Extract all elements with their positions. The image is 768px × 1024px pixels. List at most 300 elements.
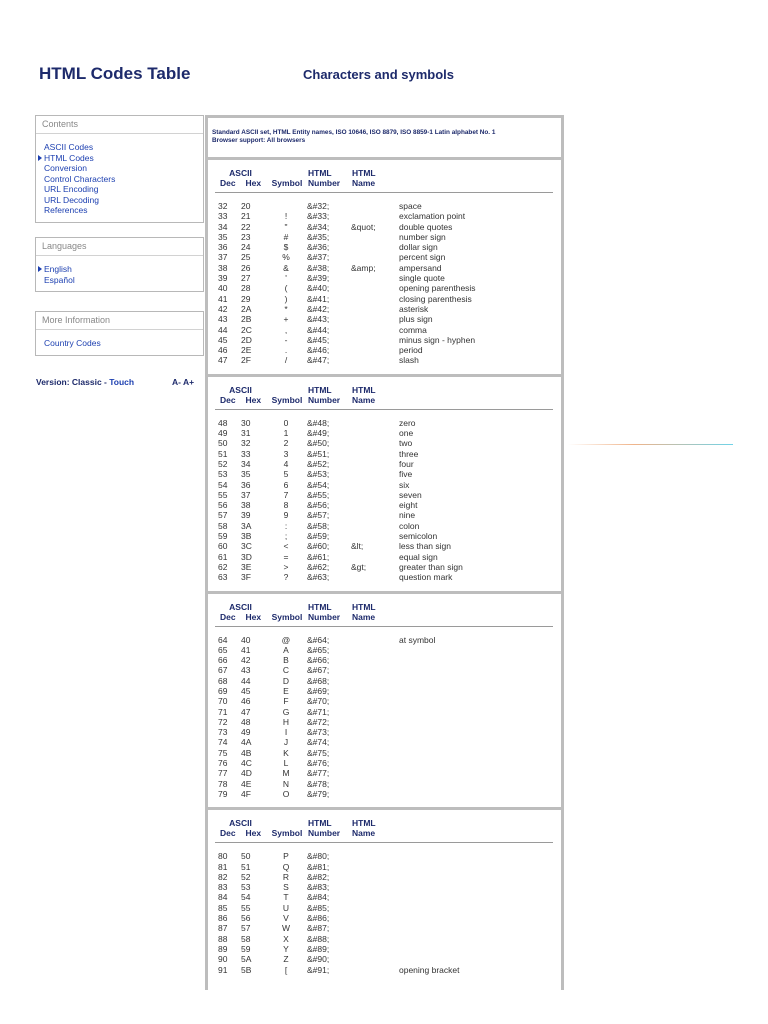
- hex-cell: 34: [241, 458, 251, 469]
- nav-link[interactable]: Conversion: [44, 163, 87, 173]
- intro-browser-support: Browser support: All browsers: [212, 137, 306, 144]
- hex-cell: 50: [241, 851, 251, 862]
- hex-cell: 2A: [241, 303, 252, 314]
- dec-cell: 80: [218, 851, 228, 862]
- hex-cell: 58: [241, 933, 251, 944]
- description-cell: [399, 655, 549, 665]
- html-name-cell: [351, 314, 399, 324]
- hex-cell: 5A: [241, 954, 252, 965]
- hex-cell: 2D: [241, 334, 252, 345]
- html-number-cell: &#89;: [307, 943, 330, 954]
- html-name-cell: [351, 655, 399, 665]
- symbol-cell: F: [283, 696, 289, 707]
- nav-link[interactable]: ASCII Codes: [44, 142, 94, 152]
- dec-cell: 84: [218, 892, 228, 903]
- symbol-cell: M: [282, 768, 290, 779]
- symbol-cell: %: [282, 252, 290, 263]
- font-larger-button[interactable]: A+: [183, 377, 195, 387]
- hex-cell: 41: [241, 644, 251, 655]
- dec-cell: 45: [218, 334, 228, 345]
- description-cell: [399, 768, 549, 778]
- html-name-cell: &quot;: [351, 221, 376, 232]
- dec-cell: 47: [218, 355, 228, 366]
- description-cell: [399, 944, 549, 954]
- ascii-subheaders: [215, 828, 266, 838]
- hex-cell: 42: [241, 655, 251, 666]
- dec-cell: 90: [218, 954, 228, 965]
- dec-cell: 43: [218, 314, 228, 325]
- description-cell: comma: [399, 324, 427, 335]
- html-name-cell: [351, 923, 399, 933]
- html-number-cell: &#84;: [307, 892, 330, 903]
- symbol-cell: ": [284, 221, 288, 232]
- decorative-line: [568, 444, 733, 445]
- description-cell: [399, 789, 549, 799]
- description-cell: four: [399, 458, 414, 469]
- table-row: [218, 696, 561, 706]
- description-cell: [399, 913, 549, 923]
- table-row: [218, 304, 561, 314]
- ascii-label: ASCII: [229, 601, 252, 612]
- dec-cell: 56: [218, 500, 228, 511]
- html-number-cell: &#50;: [307, 438, 330, 449]
- table-row: [218, 345, 561, 355]
- html-number-header-line1: HTML: [308, 384, 332, 395]
- hex-cell: 51: [241, 861, 251, 872]
- symbol-cell: G: [282, 706, 290, 717]
- dec-cell: 36: [218, 242, 228, 253]
- contents-heading: Contents: [36, 116, 203, 134]
- html-name-cell: [351, 779, 399, 789]
- dec-cell: 35: [218, 231, 228, 242]
- symbol-cell: L: [283, 758, 289, 769]
- hex-cell: 55: [241, 902, 251, 913]
- table-row: [218, 428, 561, 438]
- ascii-label: ASCII: [229, 168, 252, 178]
- html-number-cell: &#33;: [307, 211, 330, 222]
- dec-header: Dec: [219, 828, 236, 839]
- html-number-cell: &#35;: [307, 231, 330, 242]
- dec-cell: 37: [218, 252, 228, 263]
- html-number-cell: &#53;: [307, 469, 330, 480]
- html-name-cell: [351, 665, 399, 675]
- description-cell: period: [399, 345, 423, 356]
- dec-cell: 77: [218, 768, 228, 779]
- nav-link[interactable]: URL Decoding: [44, 194, 99, 205]
- hex-cell: 21: [241, 211, 251, 222]
- table-row: [218, 490, 561, 500]
- html-name-header-line1: HTML: [352, 818, 376, 829]
- hex-cell: 44: [241, 675, 251, 686]
- hex-cell: 48: [241, 716, 251, 727]
- html-number-cell: &#49;: [307, 428, 330, 439]
- html-name-cell: &gt;: [351, 561, 367, 572]
- description-cell: [399, 862, 549, 872]
- html-name-cell: [351, 252, 399, 262]
- html-name-cell: [351, 892, 399, 902]
- hex-cell: 20: [241, 201, 251, 211]
- table-row: [218, 521, 561, 531]
- intro-standards: Standard ASCII set, HTML Entity names, ISO 10646, ISO 8879, ISO 8859-1 Latin alphabet No. 1: [212, 129, 496, 136]
- symbol-cell: N: [282, 778, 290, 789]
- html-name-cell: [351, 345, 399, 355]
- hex-header: Hex: [245, 828, 262, 839]
- description-cell: space: [399, 201, 422, 211]
- hex-cell: 46: [241, 696, 251, 707]
- symbol-cell: A: [283, 644, 289, 655]
- html-name-cell: [351, 438, 399, 448]
- hex-cell: 28: [241, 283, 251, 294]
- dec-cell: 40: [218, 283, 228, 294]
- hex-cell: 24: [241, 242, 251, 253]
- html-number-header: [308, 602, 352, 622]
- dec-cell: 85: [218, 902, 228, 913]
- hex-cell: 3A: [241, 520, 252, 531]
- html-name-cell: [351, 242, 399, 252]
- table-row: [218, 572, 561, 582]
- hex-cell: 39: [241, 510, 251, 521]
- symbol-header: Symbol: [271, 394, 303, 405]
- symbol-cell: 1: [283, 428, 289, 439]
- html-number-header: [308, 385, 352, 405]
- symbol-cell: U: [282, 902, 290, 913]
- language-link[interactable]: English: [36, 264, 203, 275]
- html-name-cell: [351, 862, 399, 872]
- nav-link[interactable]: URL Encoding: [44, 184, 99, 194]
- dec-cell: 33: [218, 211, 228, 222]
- html-number-cell: &#65;: [307, 644, 330, 655]
- html-number-cell: &#62;: [307, 561, 330, 572]
- hex-cell: 4F: [241, 788, 251, 799]
- table-row: [218, 635, 561, 645]
- hex-header: Hex: [245, 394, 262, 405]
- table-row: [218, 325, 561, 335]
- html-name-header: [352, 602, 397, 622]
- hex-cell: 45: [241, 685, 251, 696]
- html-name-cell: [351, 572, 399, 582]
- more-info-links: [36, 330, 203, 355]
- symbol-cell: 7: [283, 489, 289, 500]
- table-row: [218, 965, 561, 975]
- html-number-cell: &#34;: [307, 221, 330, 232]
- description-cell: at symbol: [399, 634, 436, 645]
- html-name-header-line2: Name: [352, 394, 376, 405]
- description-cell: ampersand: [399, 262, 442, 273]
- html-number-cell: &#60;: [307, 541, 330, 552]
- dec-cell: 51: [218, 448, 228, 459]
- hex-cell: 49: [241, 727, 251, 738]
- html-number-cell: &#79;: [307, 788, 330, 799]
- html-number-cell: &#45;: [307, 334, 330, 345]
- html-name-cell: [351, 500, 399, 510]
- table-row: [218, 438, 561, 448]
- page-subtitle: Characters and symbols: [303, 67, 455, 82]
- html-number-cell: &#32;: [307, 201, 330, 211]
- dec-cell: 65: [218, 644, 228, 655]
- html-number-cell: &#73;: [307, 727, 330, 738]
- html-name-cell: [351, 335, 399, 345]
- html-number-cell: &#90;: [307, 954, 330, 965]
- symbol-cell: &: [283, 262, 289, 273]
- symbol-cell: +: [283, 314, 289, 325]
- font-smaller-button[interactable]: A-: [172, 377, 181, 387]
- more-info-link[interactable]: Country Codes: [44, 338, 101, 348]
- description-cell: nine: [399, 510, 416, 521]
- hex-cell: 56: [241, 913, 251, 924]
- description-cell: [399, 934, 549, 944]
- symbol-cell: >: [283, 561, 289, 572]
- description-cell: opening bracket: [399, 964, 460, 975]
- description-cell: dollar sign: [399, 242, 438, 253]
- dec-cell: 38: [218, 262, 228, 273]
- html-number-cell: &#82;: [307, 871, 330, 882]
- hex-cell: 4A: [241, 737, 252, 748]
- html-number-cell: &#64;: [307, 634, 330, 645]
- html-name-cell: &amp;: [351, 262, 376, 273]
- html-name-cell: [351, 954, 399, 964]
- symbol-cell: [265, 201, 307, 211]
- symbol-cell: *: [284, 303, 288, 314]
- table-header: [215, 818, 553, 843]
- symbol-cell: /: [284, 355, 288, 366]
- html-number-header-line2: Number: [308, 394, 341, 405]
- dec-cell: 63: [218, 572, 228, 583]
- description-cell: slash: [399, 355, 419, 366]
- dec-cell: 73: [218, 727, 228, 738]
- table-row: [218, 882, 561, 892]
- html-number-cell: &#66;: [307, 655, 330, 666]
- table-row: [218, 954, 561, 964]
- hex-cell: 4C: [241, 758, 252, 769]
- language-link[interactable]: Español: [44, 274, 75, 285]
- html-number-cell: &#36;: [307, 242, 330, 253]
- nav-link[interactable]: Control Characters: [44, 173, 116, 184]
- html-name-cell: [351, 531, 399, 541]
- html-number-cell: &#47;: [307, 355, 330, 366]
- html-name-cell: [351, 717, 399, 727]
- more-info-box: [35, 311, 204, 356]
- table-row: [218, 418, 561, 428]
- hex-cell: 2C: [241, 324, 252, 335]
- hex-cell: 4E: [241, 778, 252, 789]
- ascii-header: [215, 168, 266, 188]
- html-number-cell: &#51;: [307, 448, 330, 459]
- table-row: [218, 335, 561, 345]
- dec-cell: 64: [218, 634, 228, 645]
- hex-cell: 37: [241, 489, 251, 500]
- dec-cell: 83: [218, 882, 228, 893]
- dec-cell: 61: [218, 551, 228, 562]
- table-row: [218, 263, 561, 273]
- hex-cell: 38: [241, 500, 251, 511]
- symbol-cell: @: [281, 634, 291, 645]
- html-number-header-line2: Number: [308, 828, 341, 839]
- dec-cell: 75: [218, 747, 228, 758]
- hex-cell: 43: [241, 665, 251, 676]
- hex-cell: 53: [241, 882, 251, 893]
- nav-link[interactable]: HTML Codes: [36, 153, 203, 164]
- symbol-cell: =: [283, 551, 289, 562]
- html-number-cell: &#91;: [307, 964, 330, 975]
- html-name-cell: [351, 355, 399, 365]
- html-number-cell: &#59;: [307, 531, 330, 542]
- table-sections: [208, 160, 561, 983]
- html-number-header-line2: Number: [308, 178, 341, 188]
- table-row: [218, 201, 561, 211]
- symbol-cell: P: [283, 851, 289, 862]
- hex-cell: 3B: [241, 531, 252, 542]
- table-header: [215, 602, 553, 627]
- table-row: [218, 211, 561, 221]
- html-number-cell: &#40;: [307, 283, 330, 294]
- hex-cell: 52: [241, 871, 251, 882]
- html-name-cell: [351, 521, 399, 531]
- html-name-cell: [351, 789, 399, 799]
- description-cell: single quote: [399, 273, 445, 284]
- html-number-cell: &#70;: [307, 696, 330, 707]
- table-row: [218, 232, 561, 242]
- version-classic-link[interactable]: Version: Classic: [36, 377, 102, 387]
- html-number-cell: &#54;: [307, 479, 330, 490]
- table-row: [218, 923, 561, 933]
- hex-cell: 36: [241, 479, 251, 490]
- html-name-cell: [351, 934, 399, 944]
- languages-box: [35, 237, 204, 292]
- html-name-cell: [351, 459, 399, 469]
- dec-cell: 39: [218, 273, 228, 284]
- html-number-cell: &#74;: [307, 737, 330, 748]
- dec-cell: 91: [218, 964, 228, 975]
- description-cell: eight: [399, 500, 418, 511]
- html-number-cell: &#87;: [307, 923, 330, 934]
- symbol-cell: Y: [283, 943, 289, 954]
- description-cell: three: [399, 448, 419, 459]
- description-cell: semicolon: [399, 531, 438, 542]
- table-row: [218, 645, 561, 655]
- html-name-cell: [351, 707, 399, 717]
- hex-cell: 3C: [241, 541, 252, 552]
- html-name-cell: [351, 201, 399, 211]
- ascii-subheaders: [215, 178, 266, 188]
- html-name-cell: [351, 882, 399, 892]
- table-row: [218, 707, 561, 717]
- dec-cell: 74: [218, 737, 228, 748]
- html-number-header: [308, 168, 352, 188]
- table-row: [218, 242, 561, 252]
- symbol-cell: B: [283, 655, 289, 666]
- dec-cell: 87: [218, 923, 228, 934]
- html-name-cell: [351, 645, 399, 655]
- symbol-cell: 8: [283, 500, 289, 511]
- html-name-header-line1: HTML: [352, 601, 376, 612]
- dec-cell: 67: [218, 665, 228, 676]
- html-number-cell: &#37;: [307, 252, 330, 263]
- table-intro: [208, 118, 561, 160]
- dec-cell: 71: [218, 706, 228, 717]
- html-name-header-line1: HTML: [352, 384, 376, 395]
- html-name-cell: [351, 635, 399, 645]
- symbol-cell: O: [282, 788, 290, 799]
- description-cell: [399, 903, 549, 913]
- table-row: [218, 748, 561, 758]
- html-name-cell: [351, 480, 399, 490]
- table-row: [218, 655, 561, 665]
- html-number-cell: &#52;: [307, 458, 330, 469]
- symbol-cell: ?: [283, 572, 289, 583]
- hex-cell: 22: [241, 221, 251, 232]
- html-name-cell: [351, 283, 399, 293]
- table-row: [218, 779, 561, 789]
- table-row: [218, 541, 561, 551]
- table-row: [218, 562, 561, 572]
- html-name-cell: [351, 696, 399, 706]
- description-cell: [399, 727, 549, 737]
- html-name-cell: [351, 510, 399, 520]
- symbol-cell: [: [284, 964, 288, 975]
- symbol-cell: S: [283, 882, 289, 893]
- hex-cell: 2E: [241, 345, 252, 356]
- symbol-cell: ,: [284, 324, 288, 335]
- hex-cell: 27: [241, 273, 251, 284]
- table-row: [218, 459, 561, 469]
- html-number-cell: &#56;: [307, 500, 330, 511]
- table-row: [218, 665, 561, 675]
- dec-cell: 88: [218, 933, 228, 944]
- description-cell: minus sign - hyphen: [399, 334, 476, 345]
- description-cell: greater than sign: [399, 561, 463, 572]
- html-number-cell: &#42;: [307, 303, 330, 314]
- ascii-header: [215, 818, 266, 838]
- table-row: [218, 872, 561, 882]
- nav-link[interactable]: References: [44, 205, 88, 215]
- hex-cell: 33: [241, 448, 251, 459]
- table-row: [218, 862, 561, 872]
- description-cell: [399, 696, 549, 706]
- hex-cell: 5B: [241, 964, 252, 975]
- description-cell: question mark: [399, 572, 453, 583]
- languages-heading: Languages: [36, 238, 203, 256]
- description-cell: number sign: [399, 231, 446, 242]
- symbol-cell: ': [285, 273, 287, 284]
- description-cell: [399, 923, 549, 933]
- description-cell: less than sign: [399, 541, 451, 552]
- html-name-cell: [351, 913, 399, 923]
- description-cell: [399, 645, 549, 655]
- description-cell: [399, 737, 549, 747]
- symbol-cell: #: [283, 231, 289, 242]
- html-number-cell: &#83;: [307, 882, 330, 893]
- symbol-header: Symbol: [271, 828, 303, 839]
- description-cell: [399, 676, 549, 686]
- symbol-cell: Q: [282, 861, 290, 872]
- html-name-cell: [351, 273, 399, 283]
- html-number-cell: &#43;: [307, 314, 330, 325]
- dec-cell: 53: [218, 469, 228, 480]
- html-number-cell: &#75;: [307, 747, 330, 758]
- html-number-cell: &#46;: [307, 345, 330, 356]
- html-name-header: [352, 818, 397, 838]
- html-number-cell: &#41;: [307, 293, 330, 304]
- html-number-cell: &#48;: [307, 417, 330, 428]
- html-number-header-line1: HTML: [308, 168, 332, 178]
- version-touch-link[interactable]: Touch: [109, 377, 135, 387]
- html-name-cell: [351, 294, 399, 304]
- symbol-header: Symbol: [271, 611, 303, 622]
- hex-cell: 31: [241, 428, 251, 439]
- dec-cell: 57: [218, 510, 228, 521]
- html-name-header: [352, 168, 397, 188]
- dec-cell: 89: [218, 943, 228, 954]
